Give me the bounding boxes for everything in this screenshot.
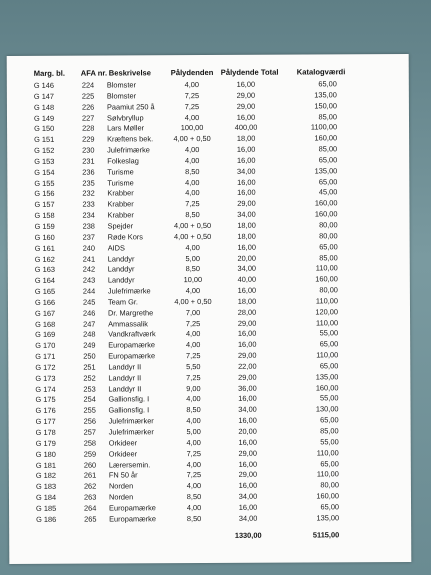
afa-cell: 251 [83, 362, 96, 372]
desc-cell: Lærersemin. [108, 459, 151, 470]
desc-cell: Blomster [106, 91, 137, 101]
desc-cell: Spejder [107, 221, 134, 231]
tot-cell: 29,00 [237, 350, 257, 360]
kat-cell: 85,00 [318, 111, 338, 121]
marg-cell: G 162 [34, 254, 55, 264]
desc-cell: Krabber [107, 188, 134, 198]
marg-cell: G 181 [35, 460, 56, 470]
tot-cell: 34,00 [237, 209, 256, 219]
kat-cell: 110,00 [316, 350, 339, 360]
marg-cell: G 160 [34, 232, 55, 242]
afa-cell: 263 [83, 492, 97, 502]
afa-cell: 231 [82, 156, 95, 166]
kat-cell: 110,00 [315, 296, 338, 306]
kat-cell: 110,00 [315, 317, 339, 328]
desc-cell: Julefrimærker [108, 416, 154, 426]
afa-cell: 244 [82, 286, 96, 296]
pal-cell: 8,50 [186, 405, 201, 415]
pal-cell: 4,00 [186, 394, 201, 404]
desc-cell: AIDS [107, 243, 125, 253]
desc-cell: Europamærke [108, 340, 156, 350]
kat-cell: 80,00 [319, 220, 338, 230]
pal-cell: 4,00 [186, 437, 201, 447]
afa-cell: 235 [82, 178, 95, 188]
tot-cell: 18,00 [237, 220, 256, 230]
marg-cell: G 163 [34, 265, 55, 275]
kat-cell: 65,00 [319, 339, 339, 349]
afa-cell: 227 [81, 113, 95, 123]
tot-cell: 34,00 [238, 405, 257, 415]
marg-cell: G 158 [34, 210, 55, 221]
kat-cell: 1100,00 [310, 122, 338, 132]
desc-cell: Norden [108, 492, 134, 502]
desc-cell: Blomster [106, 80, 137, 90]
desc-cell: Turisme [107, 177, 134, 188]
tot-cell: 36,00 [238, 383, 257, 393]
kat-cell: 110,00 [316, 469, 339, 479]
marg-cell: G 154 [34, 167, 55, 177]
pal-cell: 100,00 [180, 123, 204, 133]
kat-cell: 80,00 [319, 231, 338, 241]
desc-cell: Vandkraftværk [108, 329, 156, 339]
pal-cell: 7,25 [185, 318, 201, 328]
marg-cell: G 151 [34, 135, 55, 145]
tot-cell: 16,00 [238, 415, 257, 426]
tot-cell: 18,00 [237, 296, 257, 306]
pal-cell: 5,00 [186, 427, 201, 437]
kat-cell: 160,00 [315, 274, 338, 284]
marg-cell: G 150 [34, 124, 55, 134]
tot-cell: 18,00 [237, 231, 256, 241]
kat-cell: 85,00 [319, 252, 338, 262]
marg-cell: G 169 [35, 330, 56, 340]
paper-sheet [7, 54, 412, 564]
tot-cell: 34,00 [237, 264, 257, 274]
marg-cell: G 172 [35, 362, 56, 372]
pal-cell: 8,50 [185, 210, 200, 220]
pal-cell: 10,00 [183, 275, 203, 285]
afa-cell: 248 [83, 330, 96, 340]
kat-cell: 65,00 [320, 458, 339, 468]
marg-cell: G 170 [35, 341, 56, 351]
desc-cell: Team Gr. [107, 297, 138, 307]
desc-cell: Turisme [107, 167, 134, 177]
tot-cell: 29,00 [236, 101, 256, 111]
pal-cell: 4,00 [184, 112, 200, 122]
pal-cell: 4,00 [186, 502, 202, 513]
pal-cell: 4,00 + 0,50 [174, 296, 212, 307]
pal-cell: 4,00 [186, 416, 201, 426]
marg-cell: G 152 [34, 145, 55, 155]
pal-cell: 4,00 [185, 329, 201, 339]
afa-cell: 232 [82, 189, 95, 199]
afa-cell: 237 [82, 232, 95, 242]
desc-cell: Landdyr II [108, 383, 142, 394]
marg-cell: G 149 [33, 113, 55, 123]
afa-cell: 238 [82, 221, 95, 231]
desc-cell: FN 50 år [108, 470, 138, 480]
tot-cell: 20,00 [238, 426, 257, 436]
desc-cell: Europamærke [109, 503, 156, 513]
marg-cell: G 175 [35, 395, 56, 405]
marg-cell: G 183 [35, 482, 57, 492]
kat-cell: 65,00 [320, 415, 339, 425]
pal-cell: 4,00 + 0,50 [173, 231, 212, 241]
pal-cell: 7,25 [186, 351, 201, 361]
kat-cell: 130,00 [315, 404, 339, 414]
tot-cell: 16,00 [237, 188, 256, 198]
kat-cell: 135,00 [314, 90, 337, 100]
desc-cell: Landdyr II [108, 373, 142, 383]
afa-cell: 255 [83, 405, 96, 415]
marg-cell: G 173 [35, 373, 56, 383]
tot-cell: 40,00 [237, 274, 257, 285]
pal-cell: 8,50 [185, 264, 201, 274]
afa-cell: 236 [82, 167, 95, 177]
marg-cell: G 168 [35, 319, 56, 329]
tot-cell: 29,00 [238, 448, 258, 458]
pal-cell: 4,00 [186, 459, 202, 469]
desc-cell: Orkideer [108, 438, 138, 448]
tot-cell: 18,00 [236, 133, 256, 144]
tot-cell: 16,00 [238, 480, 258, 491]
kat-cell: 120,00 [315, 307, 339, 317]
pal-cell: 5,00 [185, 253, 200, 263]
tot-cell: 16,00 [237, 177, 256, 187]
pal-cell: 4,00 [184, 155, 200, 166]
tot-cell: 400,00 [234, 123, 258, 133]
tot-cell: 34,00 [238, 513, 258, 523]
afa-cell: 245 [82, 297, 96, 307]
pal-cell: 7,25 [186, 372, 201, 382]
marg-cell: G 148 [33, 102, 55, 112]
pal-cell: 7,25 [186, 448, 201, 458]
tot-cell: 16,00 [236, 144, 256, 154]
desc-cell: Norden [108, 481, 134, 491]
desc-cell: Kræftens bek. [107, 134, 154, 144]
pal-cell: 4,00 [186, 481, 202, 491]
kat-cell: 150,00 [314, 101, 337, 111]
afa-cell: 226 [81, 102, 95, 112]
marg-cell: G 166 [34, 297, 56, 307]
afa-cell: 250 [83, 351, 96, 361]
tot-cell: 16,00 [238, 502, 258, 512]
kat-cell: 160,00 [315, 382, 339, 393]
kat-cell: 160,00 [314, 133, 338, 143]
stamp-table [7, 79, 411, 526]
tot-cell: 16,00 [238, 459, 258, 469]
header-desc: Beskrivelse [108, 68, 152, 78]
pal-cell: 8,50 [186, 513, 202, 523]
kat-cell: 110,00 [315, 263, 338, 273]
desc-cell: Krabber [107, 210, 134, 220]
kat-cell: 65,00 [318, 79, 337, 89]
pal-cell: 4,00 + 0,50 [173, 220, 212, 231]
afa-cell: 257 [83, 427, 97, 437]
desc-cell: Europamærke [109, 514, 156, 524]
kat-cell: 80,00 [319, 285, 338, 295]
afa-cell: 265 [84, 514, 97, 524]
desc-cell: Gallionsfig. I [108, 394, 150, 404]
kat-cell: 65,00 [318, 176, 338, 187]
afa-cell: 264 [84, 503, 97, 513]
total-pal: 1330,00 [234, 530, 262, 540]
marg-cell: G 159 [34, 221, 55, 231]
pal-cell: 7,25 [185, 199, 200, 209]
pal-cell: 4,00 + 0,50 [173, 134, 211, 144]
marg-cell: G 185 [36, 503, 57, 513]
afa-cell: 254 [83, 395, 96, 405]
afa-cell: 252 [83, 373, 96, 383]
afa-cell: 224 [81, 80, 95, 90]
kat-cell: 135,00 [314, 166, 338, 176]
pal-cell: 4,00 [184, 145, 200, 155]
kat-cell: 85,00 [320, 426, 339, 436]
tot-cell: 16,00 [237, 340, 257, 350]
afa-cell: 225 [81, 91, 95, 101]
tot-cell: 29,00 [238, 470, 258, 480]
desc-cell: Julefrimærke [107, 286, 151, 296]
afa-cell: 260 [83, 460, 97, 470]
pal-cell: 4,00 [185, 286, 201, 296]
afa-cell: 261 [83, 470, 97, 481]
marg-cell: G 155 [34, 178, 55, 188]
header-afa: AFA nr. [80, 68, 108, 78]
kat-cell: 110,00 [316, 448, 339, 458]
marg-cell: G 177 [35, 416, 56, 427]
pal-cell: 8,50 [186, 492, 202, 502]
kat-cell: 65,00 [319, 241, 338, 252]
afa-cell: 228 [82, 123, 95, 134]
pal-cell: 4,00 [185, 188, 200, 198]
pal-cell: 4,00 [185, 177, 200, 187]
tot-cell: 16,00 [237, 285, 257, 295]
desc-cell: Ammassalik [108, 318, 148, 329]
marg-cell: G 180 [35, 449, 56, 459]
kat-cell: 135,00 [316, 513, 340, 523]
afa-cell: 249 [83, 340, 96, 350]
desc-cell: Julefrimærker [108, 427, 154, 437]
kat-cell: 65,00 [319, 361, 339, 371]
pal-cell: 4,00 [185, 242, 200, 252]
desc-cell: Landdyr [107, 264, 135, 274]
desc-cell: Orkideer [108, 449, 138, 459]
header-marg: Marg. bl. [33, 68, 66, 78]
kat-cell: 160,00 [316, 491, 340, 501]
kat-cell: 55,00 [319, 393, 339, 403]
marg-cell: G 156 [34, 189, 55, 199]
kat-cell: 55,00 [319, 328, 339, 338]
kat-cell: 135,00 [315, 372, 339, 382]
afa-cell: 233 [82, 199, 95, 209]
marg-cell: G 164 [34, 275, 56, 286]
tot-cell: 16,00 [236, 112, 256, 122]
pal-cell: 9,00 [186, 383, 201, 393]
desc-cell: Paamiut 250 å [106, 101, 155, 112]
marg-cell: G 153 [34, 156, 55, 166]
afa-cell: 230 [82, 145, 95, 155]
tot-cell: 16,00 [238, 394, 257, 404]
afa-cell: 241 [82, 254, 96, 264]
tot-cell: 29,00 [236, 90, 256, 100]
marg-cell: G 184 [35, 492, 57, 502]
afa-cell: 243 [82, 275, 96, 285]
marg-cell: G 147 [33, 91, 55, 101]
afa-cell: 234 [82, 210, 95, 220]
kat-cell: 55,00 [320, 437, 339, 447]
pal-cell: 8,50 [185, 166, 200, 176]
tot-cell: 34,00 [238, 491, 258, 501]
afa-cell: 247 [83, 319, 96, 329]
afa-cell: 246 [82, 308, 96, 318]
tot-cell: 20,00 [237, 253, 257, 263]
tot-cell: 16,00 [236, 79, 256, 89]
marg-cell: G 146 [33, 80, 54, 90]
table-row [9, 513, 411, 526]
afa-cell: 253 [83, 384, 96, 394]
desc-cell: Europamærke [108, 351, 156, 361]
afa-cell: 240 [82, 243, 96, 253]
kat-cell: 85,00 [318, 144, 338, 154]
afa-cell: 256 [83, 416, 96, 426]
kat-cell: 65,00 [318, 155, 338, 165]
marg-cell: G 161 [34, 243, 55, 253]
kat-cell: 160,00 [314, 209, 338, 219]
kat-cell: 45,00 [318, 187, 338, 197]
kat-cell: 80,00 [320, 480, 339, 490]
header-tot: Pålydende Total [220, 67, 279, 77]
tot-cell: 16,00 [237, 329, 257, 339]
pal-cell: 4,00 [184, 80, 200, 90]
desc-cell: Dr. Margrethe [107, 308, 154, 318]
desc-cell: Folkeslag [107, 156, 139, 166]
pal-cell: 4,00 [185, 340, 201, 350]
desc-cell: Julefrimærke [107, 145, 150, 155]
marg-cell: G 182 [35, 471, 57, 481]
marg-cell: G 157 [34, 200, 55, 210]
afa-cell: 258 [83, 438, 97, 448]
total-kat: 5115,00 [312, 530, 340, 540]
tot-cell: 29,00 [238, 372, 257, 382]
marg-cell: G 167 [34, 308, 56, 318]
afa-cell: 262 [83, 481, 97, 491]
kat-cell: 65,00 [320, 502, 340, 512]
afa-cell: 242 [82, 264, 96, 275]
desc-cell: Røde Kors [107, 232, 143, 242]
pal-cell: 7,00 [185, 307, 201, 317]
tot-cell: 29,00 [237, 199, 256, 209]
tot-cell: 16,00 [236, 155, 256, 165]
tot-cell: 34,00 [237, 166, 256, 176]
desc-cell: Lars Møller [107, 123, 145, 133]
header-kat: Katalogværdi [296, 67, 346, 77]
pal-cell: 5,50 [186, 361, 201, 372]
marg-cell: G 186 [36, 514, 57, 524]
afa-cell: 229 [82, 134, 95, 144]
tot-cell: 16,00 [237, 242, 256, 252]
desc-cell: Sølvbryllup [106, 112, 144, 123]
desc-cell: Krabber [107, 199, 134, 209]
desc-cell: Landdyr II [108, 362, 142, 372]
desc-cell: Landdyr [107, 253, 135, 264]
pal-cell: 7,25 [184, 101, 200, 111]
pal-cell: 7,25 [184, 90, 200, 100]
pal-cell: 7,25 [186, 470, 202, 480]
marg-cell: G 171 [35, 351, 56, 362]
desc-cell: Landdyr [107, 275, 135, 285]
tot-cell: 16,00 [238, 437, 257, 447]
marg-cell: G 165 [34, 286, 56, 296]
tot-cell: 22,00 [238, 361, 257, 371]
desc-cell: Gallionsfig. I [108, 405, 150, 415]
kat-cell: 160,00 [314, 198, 338, 208]
marg-cell: G 179 [35, 438, 56, 448]
marg-cell: G 178 [35, 427, 56, 437]
tot-cell: 29,00 [237, 318, 257, 328]
tot-cell: 28,00 [237, 307, 257, 317]
marg-cell: G 176 [35, 406, 56, 416]
marg-cell: G 174 [35, 384, 56, 394]
afa-cell: 259 [83, 449, 97, 459]
header-pal: Pålydenden [170, 67, 214, 78]
